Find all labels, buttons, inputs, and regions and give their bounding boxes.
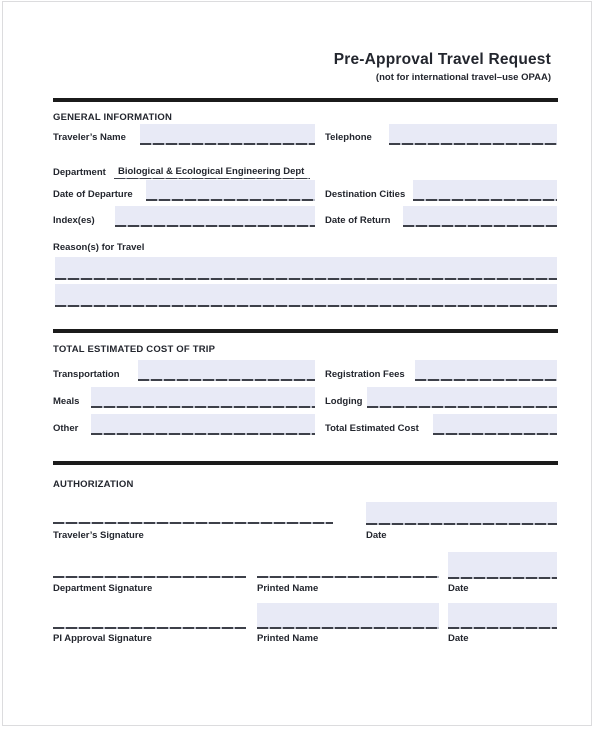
department-signature-label: Department Signature — [53, 583, 153, 594]
pi-date-field[interactable] — [448, 603, 557, 629]
reason-for-travel-field-line-2[interactable] — [55, 284, 557, 307]
telephone-label: Telephone — [325, 132, 372, 143]
other-field[interactable] — [91, 414, 315, 435]
total-estimated-cost-label: Total Estimated Cost — [325, 423, 419, 434]
form-page — [2, 1, 592, 726]
transportation-field[interactable] — [138, 360, 315, 381]
general-information-heading: GENERAL INFORMATION — [53, 112, 173, 123]
pi-date-label: Date — [448, 633, 469, 644]
registration-fees-field[interactable] — [415, 360, 557, 381]
authorization-heading: AUTHORIZATION — [53, 479, 134, 490]
lodging-label: Lodging — [325, 396, 363, 407]
travelers-name-field[interactable] — [140, 124, 315, 145]
department-printed-name-line — [257, 575, 439, 578]
travelers-signature-date-field[interactable] — [366, 502, 557, 525]
pi-printed-name-label: Printed Name — [257, 633, 319, 644]
indexes-field[interactable] — [115, 206, 315, 227]
travelers-signature-date-label: Date — [366, 530, 387, 541]
page-subtitle: (not for international travel–use OPAA) — [375, 72, 551, 83]
department-printed-name-label: Printed Name — [257, 583, 319, 594]
other-label: Other — [53, 423, 79, 434]
reason-for-travel-field-line-1[interactable] — [55, 257, 557, 280]
travelers-name-label: Traveler’s Name — [53, 132, 126, 143]
pi-approval-signature-line — [53, 626, 246, 629]
total-estimated-cost-heading: TOTAL ESTIMATED COST OF TRIP — [53, 344, 216, 355]
department-label: Department — [53, 167, 106, 178]
pi-approval-signature-label: PI Approval Signature — [53, 633, 152, 644]
page-title: Pre-Approval Travel Request — [333, 51, 551, 68]
meals-label: Meals — [53, 396, 80, 407]
date-of-departure-label: Date of Departure — [53, 189, 133, 200]
department-date-label: Date — [448, 583, 469, 594]
lodging-field[interactable] — [367, 387, 557, 408]
date-of-return-label: Date of Return — [325, 215, 391, 226]
travelers-signature-label: Traveler’s Signature — [53, 530, 144, 541]
department-date-field[interactable] — [448, 552, 557, 579]
authorization-section-divider-rule — [53, 461, 558, 465]
travelers-signature-line — [53, 521, 333, 524]
destination-cities-label: Destination Cities — [325, 189, 406, 200]
transportation-label: Transportation — [53, 369, 120, 380]
destination-cities-field[interactable] — [413, 180, 557, 201]
total-estimated-cost-field[interactable] — [433, 414, 557, 435]
date-of-departure-field[interactable] — [146, 180, 315, 201]
reason-for-travel-label: Reason(s) for Travel — [53, 242, 145, 253]
header-divider-rule — [53, 98, 558, 102]
telephone-field[interactable] — [389, 124, 557, 145]
date-of-return-field[interactable] — [403, 206, 557, 227]
registration-fees-label: Registration Fees — [325, 369, 405, 380]
department-signature-line — [53, 575, 246, 578]
meals-field[interactable] — [91, 387, 315, 408]
pi-printed-name-field[interactable] — [257, 603, 439, 629]
indexes-label: Index(es) — [53, 215, 95, 226]
cost-section-divider-rule — [53, 329, 558, 333]
department-field[interactable]: Biological & Ecological Engineering Dept — [114, 166, 310, 179]
